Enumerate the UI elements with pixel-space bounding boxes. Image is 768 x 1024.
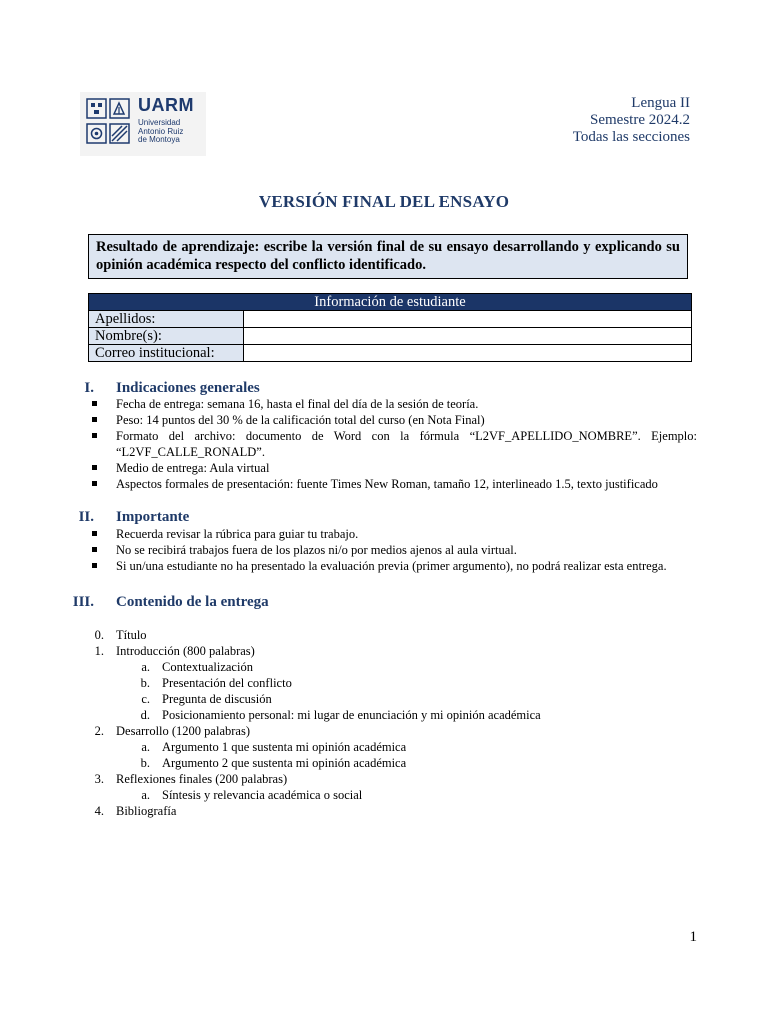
course-info xyxy=(573,95,690,146)
logo-name: UARM xyxy=(138,95,194,115)
name-label: Nombre(s): xyxy=(89,328,244,345)
list-item: Si un/una estudiante no ha presentado la evaluación previa (primer argumento), no podrá realizar esta entrega. xyxy=(116,558,697,574)
list-item: 4. Bibliografía xyxy=(94,804,177,818)
section-number: I. xyxy=(84,380,94,396)
name-field[interactable] xyxy=(244,328,692,345)
table-row xyxy=(89,345,692,362)
list-item: No se recibirá trabajos fuera de los plazos ni/o por medios ajenos al aula virtual. xyxy=(116,542,697,558)
document-title: VERSIÓN FINAL DEL ENSAYO xyxy=(258,192,510,211)
section-title: Contenido de la entrega xyxy=(116,594,269,610)
student-info-header: Información de estudiante xyxy=(89,294,692,311)
list-item: d. Posicionamiento personal: mi lugar de enunciación y mi opinión académica xyxy=(140,708,541,722)
bullet-icon xyxy=(92,531,97,536)
list-item: 0. Título xyxy=(94,628,147,642)
list-item: a. Argumento 1 que sustenta mi opinión académica xyxy=(141,740,407,754)
list-item: b. Argumento 2 que sustenta mi opinión académica xyxy=(140,756,407,770)
list-item: Aspectos formales de presentación: fuente Times New Roman, tamaño 12, interlineado 1.5, texto justificado xyxy=(116,476,697,492)
surname-label: Apellidos: xyxy=(89,311,244,328)
bullet-icon xyxy=(92,563,97,568)
list-item: a. Síntesis y relevancia académica o social xyxy=(141,788,363,802)
learning-outcome-box: Resultado de aprendizaje: escribe la versión final de su ensayo desarrollando y explicando su opinión académica respecto del conflicto identificado. xyxy=(88,234,688,279)
email-label: Correo institucional: xyxy=(89,345,244,362)
content-outline xyxy=(0,627,768,819)
list-item: b. Presentación del conflicto xyxy=(140,676,292,690)
list-item: 1. Introducción (800 palabras) xyxy=(94,644,255,658)
table-row xyxy=(89,328,692,345)
list-item: Recuerda revisar la rúbrica para guiar tu trabajo. xyxy=(116,526,697,542)
section-title: Importante xyxy=(116,509,190,525)
bullet-icon xyxy=(92,401,97,406)
bullet-icon xyxy=(92,417,97,422)
list-item: Formato del archivo: documento de Word con la fórmula “L2VF_APELLIDO_NOMBRE”. Ejemplo: “L2VF_CALLE_RONALD”. xyxy=(116,428,697,460)
list-item: a. Contextualización xyxy=(141,660,253,674)
university-logo xyxy=(80,92,206,156)
important-list xyxy=(116,526,697,574)
course-name: Lengua II xyxy=(631,95,690,111)
bullet-icon xyxy=(92,481,97,486)
list-item: 3. Reflexiones finales (200 palabras) xyxy=(94,772,288,786)
general-instructions-list xyxy=(116,396,697,492)
surname-field[interactable] xyxy=(244,311,692,328)
bullet-icon xyxy=(92,547,97,552)
section-number: III. xyxy=(72,594,94,610)
page-number: 1 xyxy=(689,929,697,945)
course-semester: Semestre 2024.2 xyxy=(590,112,690,128)
list-item: 2. Desarrollo (1200 palabras) xyxy=(94,724,250,738)
section-number: II. xyxy=(78,509,94,525)
list-item: Fecha de entrega: semana 16, hasta el final del día de la sesión de teoría. xyxy=(116,396,697,412)
course-sections: Todas las secciones xyxy=(572,129,690,145)
list-item: Peso: 14 puntos del 30 % de la calificación total del curso (en Nota Final) xyxy=(116,412,697,428)
table-row xyxy=(89,311,692,328)
logo-emblem-icon xyxy=(86,98,131,148)
list-item: Medio de entrega: Aula virtual xyxy=(116,460,697,476)
bullet-icon xyxy=(92,465,97,470)
logo-subtitle: Universidad Antonio Ruiz de Montoya xyxy=(138,118,184,144)
section-title: Indicaciones generales xyxy=(116,380,260,396)
bullet-icon xyxy=(92,433,97,438)
student-info-table xyxy=(88,293,692,362)
list-item: c. Pregunta de discusión xyxy=(141,692,272,706)
email-field[interactable] xyxy=(244,345,692,362)
